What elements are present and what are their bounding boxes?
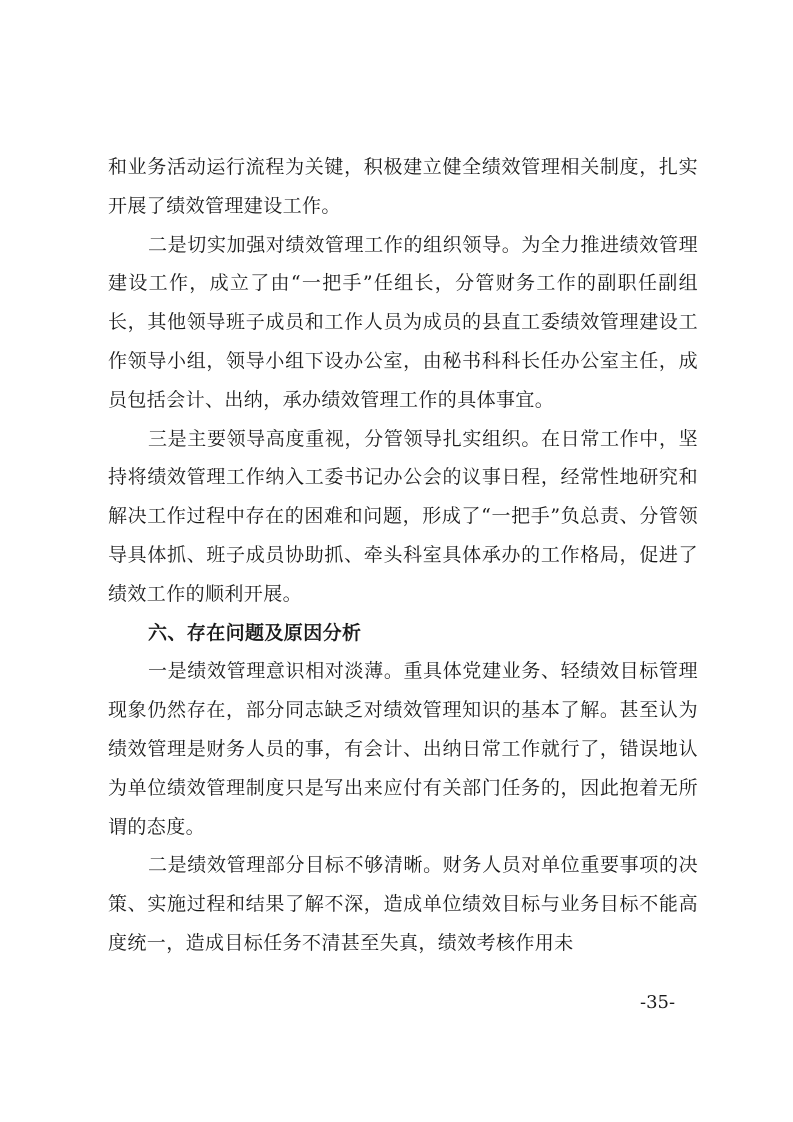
paragraph-awareness-issue: 一是绩效管理意识相对淡薄。重具体党建业务、轻绩效目标管理现象仍然存在，部分同志缺乏对绩效管理知识的基本了解。甚至认为绩效管理是财务人员的事，有会计、出纳日常工作就行了，错误地认为单位绩效管理制度只是写出来应付有关部门任务的，因此抱着无所谓的态度。 [108,660,698,838]
paragraph-organizational-leadership: 二是切实加强对绩效管理工作的组织领导。为全力推进绩效管理建设工作，成立了由“一把手”任组长，分管财务工作的副职任副组长，其他领导班子成员和工作人员为成员的县直工委绩效管理建设工作领导小组，领导小组下设办公室，由秘书科科长任办公室主任，成员包括会计、出纳，承办绩效管理工作的具体事宜。 [108,233,698,411]
section-heading-problems: 六、存在问题及原因分析 [148,621,362,644]
page-number: -35- [640,992,676,1013]
paragraph-leadership-attention: 三是主要领导高度重视，分管领导扎实组织。在日常工作中，坚持将绩效管理工作纳入工委书记办公会的议事日程，经常性地研究和解决工作过程中存在的困难和问题，形成了“一把手”负总责、分管领导具体抓、班子成员协助抓、牵头科室具体承办的工作格局，促进了绩效工作的顺利开展。 [108,427,698,605]
document-body [108,148,698,963]
paragraph-goals-issue: 二是绩效管理部分目标不够清晰。财务人员对单位重要事项的决策、实施过程和结果了解不深，造成单位绩效目标与业务目标不能高度统一，造成目标任务不清甚至失真，绩效考核作用未 [108,854,698,954]
paragraph-continuation: 和业务活动运行流程为关键，积极建立健全绩效管理相关制度，扎实开展了绩效管理建设工作。 [108,156,698,217]
